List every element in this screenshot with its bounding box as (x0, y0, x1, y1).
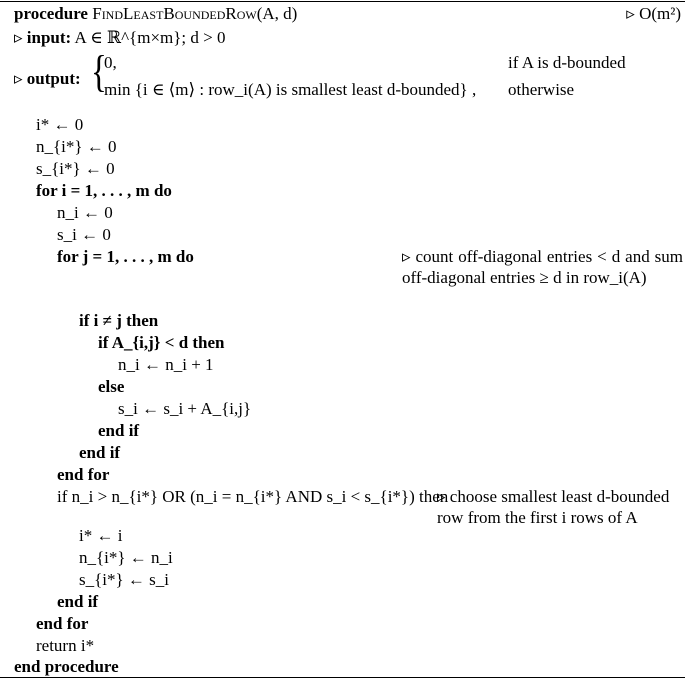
code-line: if i ≠ j then (79, 311, 159, 330)
code-line: end for (36, 614, 89, 633)
output-label-line (14, 68, 81, 89)
input-text: A ∈ ℝ^{m×m}; d > 0 (74, 28, 226, 47)
procedure-header (14, 3, 297, 24)
output-case1-value: 0, (104, 53, 117, 72)
code-line: end if (57, 592, 99, 611)
procedure-keyword: procedure (14, 4, 88, 23)
complexity-comment: ▹ O(m²) (626, 4, 681, 23)
update-comment: ▹ choose smallest least d-bounded row from the first i rows of A (437, 487, 670, 527)
code-line: for i = 1, . . . , m do (36, 181, 172, 200)
code-line: if n_i > n_{i*} OR (n_i = n_{i*} AND s_i < s_{i*}) then (57, 487, 449, 506)
code-line: for j = 1, . . . , m do (57, 247, 194, 266)
code-line: n_{i*} ← 0 (36, 137, 117, 156)
output-case1-condition: if A is d-bounded (508, 53, 626, 72)
code-line: n_i ← 0 (57, 203, 113, 222)
code-line: end for (57, 465, 110, 484)
inner-loop-comment: ▹ count off-diagonal entries < d and sum off-diagonal entries ≥ d in row_i(A) (402, 247, 683, 287)
code-line: if A_{i,j} < d then (98, 333, 225, 352)
code-line: i* ← i (79, 526, 123, 545)
code-line: s_i ← s_i + A_{i,j} (118, 399, 252, 418)
code-line: s_{i*} ← 0 (36, 159, 115, 178)
procedure-args: (A, d) (256, 4, 298, 23)
code-line: else (98, 377, 125, 396)
output-case2-condition: otherwise (508, 80, 575, 99)
output-brace: { (91, 47, 107, 96)
code-line: i* ← 0 (36, 115, 84, 134)
code-line: n_{i*} ← n_i (79, 548, 173, 567)
procedure-name: FindLeastBoundedRow (92, 4, 257, 23)
code-line: end procedure (14, 657, 119, 676)
input-label: input: (26, 28, 72, 47)
code-line: end if (98, 421, 140, 440)
output-label: output: (26, 69, 81, 88)
top-rule (0, 1, 685, 2)
output-case2-value: min {i ∈ ⟨m⟩ : row_i(A) is smallest least d-bounded} , (104, 80, 477, 99)
code-line: s_{i*} ← s_i (79, 570, 169, 589)
code-line: end if (79, 443, 121, 462)
code-line: s_i ← 0 (57, 225, 111, 244)
code-line: return i* (36, 636, 95, 655)
input-line (14, 27, 225, 48)
code-line: n_i ← n_i + 1 (118, 355, 214, 374)
output-marker: ▹ (14, 69, 23, 88)
input-marker: ▹ (14, 28, 23, 47)
